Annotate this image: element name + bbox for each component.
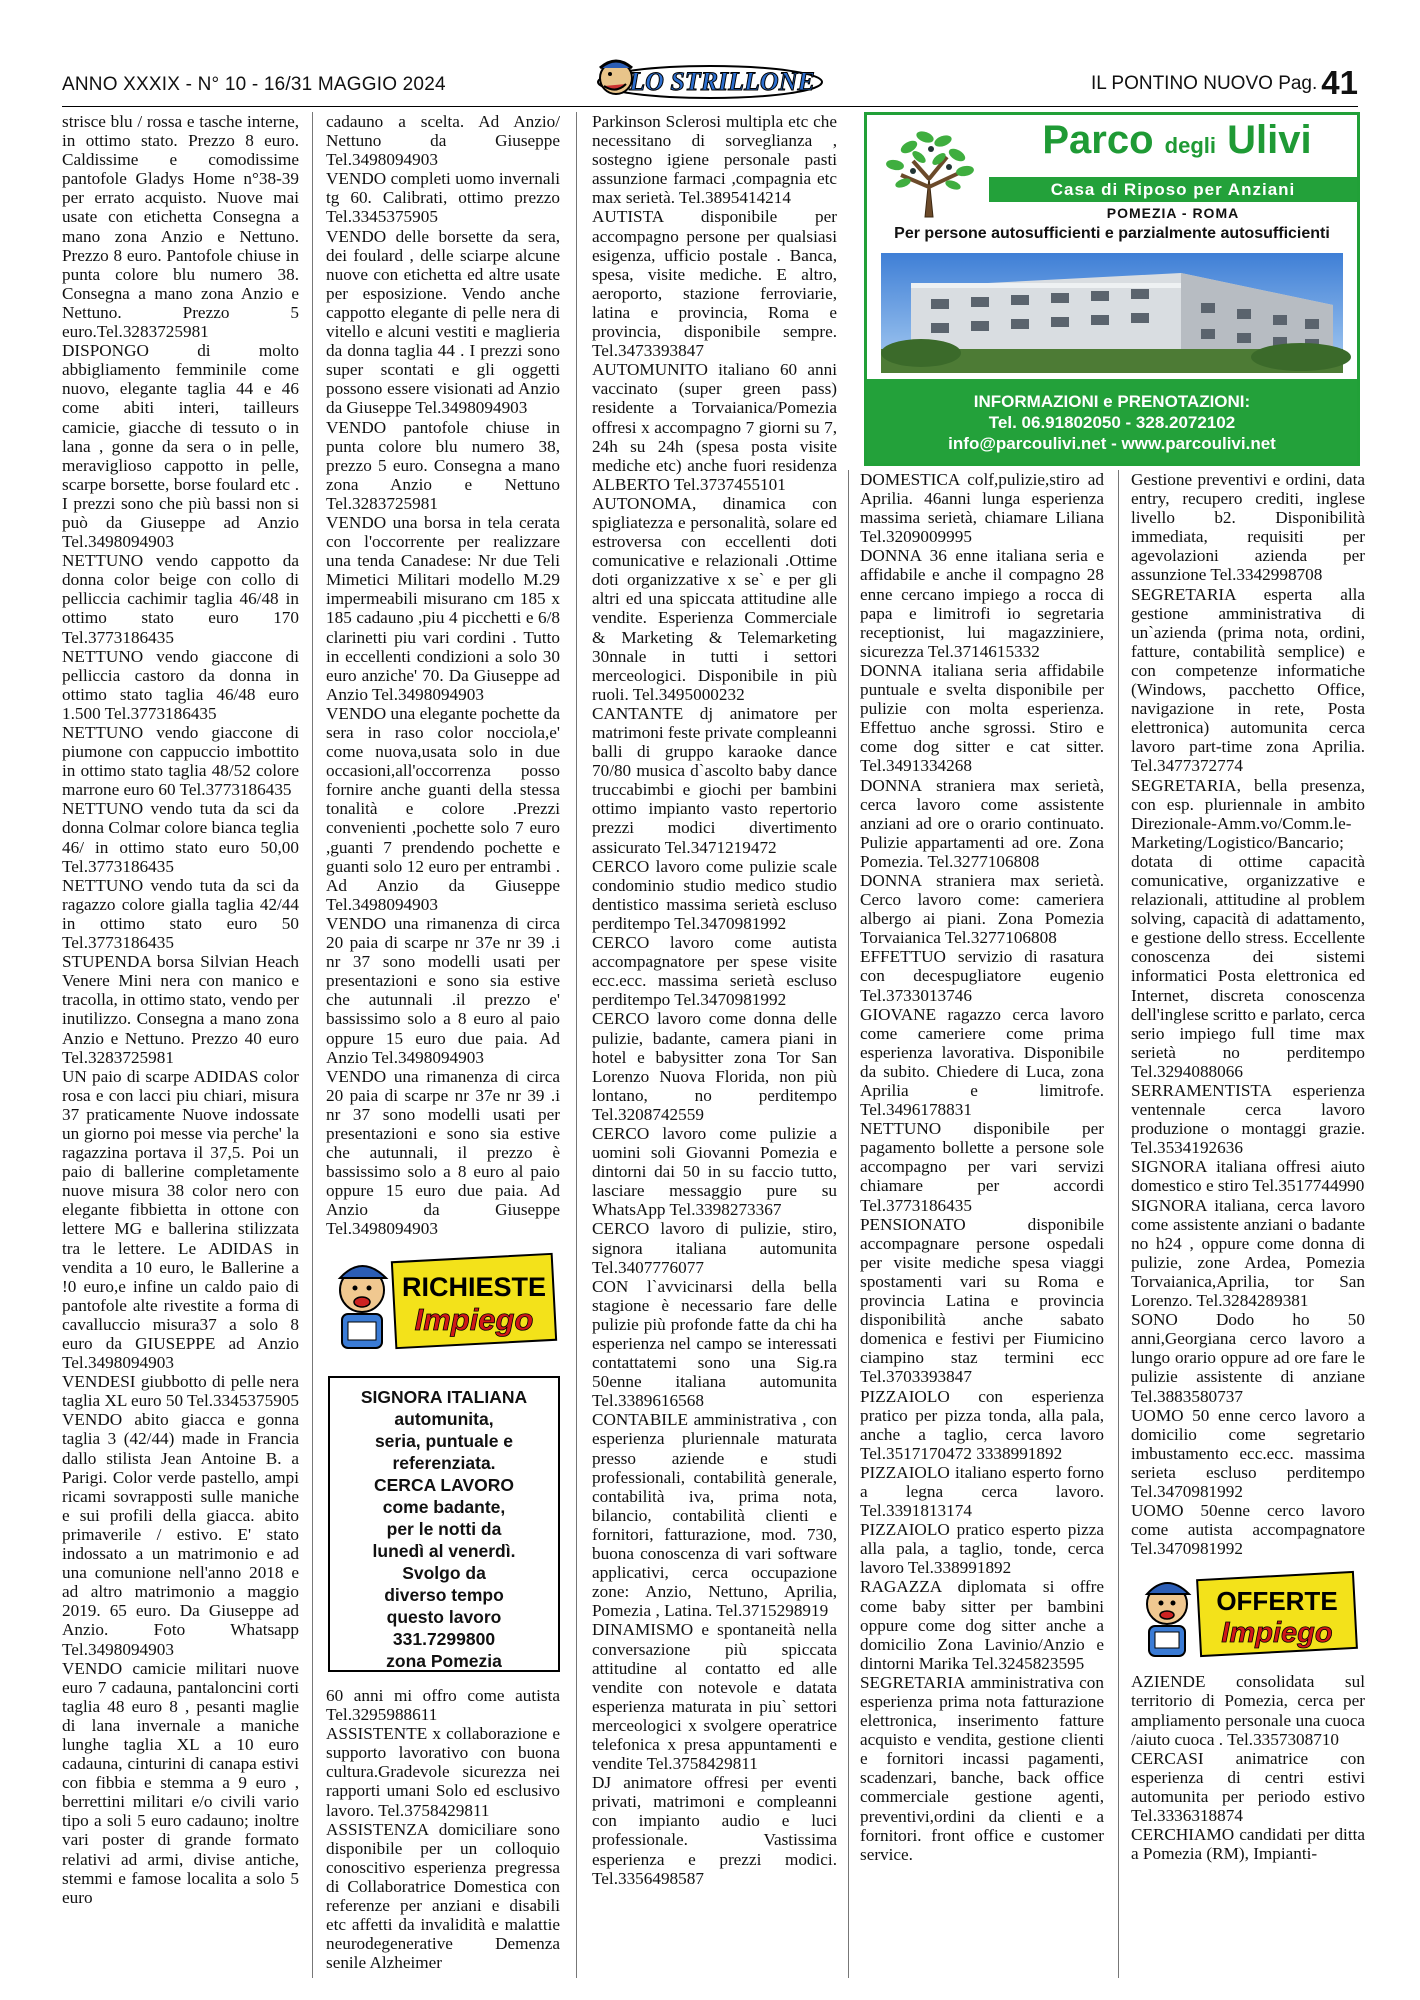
ad-phone: Tel. 06.91802050 - 328.2072102: [988, 413, 1236, 432]
mascot-icon: [1147, 1583, 1189, 1656]
classified-ad: CONTABILE amministrativa , con esperienza pluriennale maturata presso aziende e studi professionali, contabilità generale, contabilità iva, prima nota, bilancio, contabilità clienti e fornitori, fatturazione, mod. 730, buona conoscenza di vari software applicativi, cerca occupazione zone: Anzio, Nettuno, Aprilia, Pomezia , Latina. Tel.3715298919: [592, 1410, 837, 1621]
paper-name: IL PONTINO NUOVO Pag.: [1090, 73, 1318, 94]
classified-ad: ASSISTENTE x collaborazione e supporto lavorativo con buona cultura.Gradevole sicurezza nei rapporti umani Solo ed esclusivo lavoro. Tel.3758429811: [326, 1724, 560, 1820]
boxed-ad-signora: [328, 1376, 560, 1672]
classifieds-column-3: [592, 112, 837, 1978]
classified-ad: SIGNORA italiana offresi aiuto domestico e stiro Tel.3517744990: [1131, 1157, 1365, 1196]
boxed-ad-line: zona Pomezia: [386, 1651, 502, 1671]
classified-ad: EFFETTUO servizio di rasatura con decespugliatore eugenio Tel.3733013746: [860, 947, 1104, 1005]
classified-ad: CERCO lavoro come autista accompagnatore per spese visite ecc.ecc. massima serietà escluso perditempo Tel.3470981992: [592, 933, 837, 1010]
classified-ad: UN paio di scarpe ADIDAS color rosa e con lacci piu chiari, misura 37 praticamente Nuove indossate un giorno poi messe via perche' la ragazzina portava il 37,5. Poi un paio di ballerine completamente nuove misura 38 color nero con elegante fibbietta in ottone con lettere MG e ballerina stilizzata tra le lettere. Le ADIDAS in vendita a 10 euro, le Ballerine a !0 euro,e infine un caldo paio di pantofole alte rivestite a forma di cavalluccio misura37 a solo 8 euro da GIUSEPPE ad Anzio Tel.3498094903: [62, 1066, 299, 1373]
ad-subtitle: Casa di Riposo per Anziani: [989, 177, 1357, 202]
classified-ad: SIGNORA italiana, cerca lavoro come assistente anziani o badante no h24 , oppure come donna di pulizie, zone Ardea, Pomezia Torvaianica,Aprilia, tor San Lorenzo. Tel.3284289381: [1131, 1195, 1365, 1311]
header-rule: [62, 106, 1358, 107]
classified-ad: SEGRETARIA esperta alla gestione amministrativa di un`azienda (prima nota, ordini, fatture, contabilità semplice) e con competenze informatiche (Windows, pacchetto Office, navigazione in rete, Posta elettronica) automunita cerca lavoro part-time zona Aprilia. Tel.3477372774: [1131, 584, 1365, 776]
classified-ad: DJ animatore offresi per eventi privati, matrimoni e compleanni con impianto audio e luci professionale. Vastissima esperienza e prezzi modici. Tel.3356498587: [592, 1773, 837, 1888]
classified-ad: AUTISTA disponibile per accompagno persone per qualsiasi esigenza, ufficio postale . Banca, spesa, visite mediche. E altro, aeroporto, stazione ferroviarie, latina e provincia, Roma e provincia, disponibile sempre. Tel.3473393847: [592, 207, 837, 361]
classifieds-column-4: [860, 470, 1104, 1978]
classified-ad: PIZZAIOLO con esperienza pratico per pizza tonda, alla pala, anche a taglio, cerca lavoro Tel.3517170472 3338991892: [860, 1386, 1104, 1463]
classified-ad: strisce blu / rossa e tasche interne, in ottimo stato. Prezzo 8 euro. Caldissime e comodissime pantofole Gladys Home n°38-39 per errato acquisto. Nuove mai usate con etichetta Consegna a mano zona Anzio e Nettuno. Prezzo 8 euro. Pantofole chiuse in punta colore blu numero 38. Consegna a mano zona Anzio e Nettuno. Prezzo 5 euro.Tel.3283725981: [62, 112, 299, 342]
classified-ad: CANTANTE dj animatore per matrimoni feste private compleanni balli di gruppo karaoke dance 70/80 musica d`ascolto baby dance truccabimbi e giochi per bambini ottimo impianto vasto repertorio prezzi modici divertimento assicurato Tel.3471219472: [592, 703, 837, 857]
impiego-label: Impiego: [1221, 1617, 1333, 1650]
classified-ad: cadauno a scelta. Ad Anzio/ Nettuno da Giuseppe Tel.3498094903: [326, 112, 560, 170]
classified-ad: CERCO lavoro come pulizie scale condominio studio medico studio dentistico massima serietà escluso perditempo Tel.3470981992: [592, 856, 837, 933]
classified-ad: DONNA italiana seria affidabile puntuale e svelta disponibile per pulizie con molta esperienza. Effettuo anche sgrossi. Stiro e come dog sitter e cat sitter. Tel.3491334268: [860, 660, 1104, 776]
classified-ad: CERCO lavoro come donna delle pulizie, badante, camera piani in hotel e babysitter zona Tor San Lorenzo Nuova Florida, non più lontano, no perditempo Tel.3208742559: [592, 1009, 837, 1124]
lo-strillone-logo: [594, 58, 826, 102]
classifieds-column-2-bottom: [326, 1686, 560, 1978]
classified-ad: AUTONOMA, dinamica con spigliatezza e personalità, solare ed estroversa con eccellenti doti comunicative e relazionali .Ottime doti organizzative x se` e per gli altri ed una spiccata attitudine alle vendite. Esperienza Commerciale & Marketing & Telemarketing 30nnale in tutti i settori merceologici. Disponibile in più ruoli. Tel.3495000232: [592, 493, 837, 704]
ad-location: POMEZIA - ROMA: [1106, 205, 1240, 221]
boxed-ad-line: SIGNORA ITALIANA: [360, 1387, 528, 1407]
classified-ad: DONNA straniera max serietà, cerca lavoro come assistente anziani ad ore o orario continuato. Pulizie appartamenti ad ore. Zona Pomezia. Tel.3277106808: [860, 775, 1104, 871]
classifieds-column-2: [326, 112, 560, 1239]
mascot-icon: [340, 1266, 386, 1348]
classified-ad: CON l`avvicinarsi della bella stagione è necessario fare delle pulizie più profonde fatte da chi ha esperienza nel campo se interessati contattatemi sono una Sig.ra 50enne italiana automunita Tel.3389616568: [592, 1276, 837, 1411]
classified-ad: CERCHIAMO candidati per ditta a Pomezia (RM), Impianti-: [1131, 1825, 1365, 1864]
boxed-ad-line: seria, puntuale e: [374, 1431, 514, 1451]
classified-ad: VENDESI giubbotto di pelle nera taglia XL euro 50 Tel.3345375905: [62, 1372, 299, 1411]
page-header: [62, 58, 1358, 104]
impiego-label: Impiego: [414, 1302, 534, 1337]
classified-ad: PIZZAIOLO pratico esperto pizza alla pala, a taglio, tonde, cerca lavoro Tel.338991892: [860, 1520, 1104, 1578]
classified-ad: DINAMISMO e spontaneità nella conversazione più spiccata attitudine al contatto ed alle vendite con notevole e datata esperienza maturata in piu` settori merceologici x svolgere operatrice telefonica x presa appuntamenti e vendite Tel.3758429811: [592, 1620, 837, 1774]
boxed-ad-line: automunita,: [394, 1409, 494, 1429]
ad-tagline: Per persone autosufficienti e parzialmente autosufficienti: [894, 225, 1330, 242]
classified-ad: DISPONGO di molto abbigliamento femminile come nuovo, elegante taglia 44 e 46 come abiti interi, tailleurs camicie, giacche di tessuto o in lana , gonne da sera o in pelle, meraviglioso cappotto in pelle, scarpe borsette, borse foulard etc . I prezzi sono che più bassi non si può da Giuseppe ad Anzio Tel.3498094903: [62, 341, 299, 552]
parco-ulivi-ad: [864, 112, 1360, 466]
classified-ad: UOMO 50enne cerco lavoro come autista accompagnatore Tel.3470981992: [1131, 1501, 1365, 1559]
issue-info: ANNO XXXIX - N° 10 - 16/31 MAGGIO 2024: [62, 74, 446, 95]
boxed-ad-line: questo lavoro: [386, 1607, 502, 1627]
boxed-ad-line: Svolgo da: [402, 1563, 486, 1583]
classified-ad: DOMESTICA colf,pulizie,stiro ad Aprilia. 46anni lunga esperienza massima serietà, chiamare Liliana Tel.3209009995: [860, 470, 1104, 547]
classified-ad: NETTUNO vendo tuta da sci da donna Colmar colore bianca teglia 46/ in ottimo stato euro 50,00 Tel.3773186435: [62, 799, 299, 876]
boxed-ad-line: CERCA LAVORO: [374, 1475, 514, 1495]
ad-info-title: INFORMAZIONI e PRENOTAZIONI:: [973, 392, 1251, 411]
classified-ad: NETTUNO vendo giaccone di piumone con cappuccio imbottito in ottimo stato taglia 48/52 colore marrone euro 60 Tel.3773186435: [62, 723, 299, 800]
classified-ad: 60 anni mi offro come autista Tel.3295988611: [326, 1686, 560, 1725]
classified-ad: CERCO lavoro come pulizie a uomini soli Giovanni Pomezia e dintorni dai 50 in su faccio tutto, lasciare messaggio pure su WhatsApp Tel.3398273367: [592, 1123, 837, 1220]
classified-ad: SEGRETARIA, bella presenza, con esp. pluriennale in ambito Direzionale-Amm.vo/Comm.le-Marketing/Logistico/Bancario; dotata di ottime capacità comunicative, organizzative e relazionali, attitudine al problem solving, capacità di adattamento, e gestione dello stress. Eccellente conoscenza dei sistemi informatici Posta elettronica ed Internet, discreta conoscenza dell'inglese scritto e parlato, cerca serio impiego full time max serietà no perditempo Tel.3294088066: [1131, 775, 1365, 1081]
column-separator: [1118, 470, 1119, 1978]
classified-ad: CERCASI animatrice con esperienza di centri estivi automunita per periodo estivo Tel.3336318874: [1131, 1748, 1365, 1825]
classified-ad: VENDO una elegante pochette da sera in raso color nocciola,e' come nuova,usata solo in due occasioni,all'occorrenza posso fornire anche guanti della stessa tonalità e colore .Prezzi convenienti ,pochette solo 7 euro ,guanti 7 prendendo pochette e guanti solo 12 euro per entrambi . Ad Anzio da Giuseppe Tel.3498094903: [326, 703, 560, 914]
ad-title-part: degli: [1164, 133, 1217, 158]
classifieds-column-5: [1131, 470, 1365, 1978]
ad-web: info@parcoulivi.net - www.parcoulivi.net: [948, 434, 1276, 453]
column-separator: [576, 112, 577, 1978]
svg-text:LO STRILLONE: LO STRILLONE: [629, 67, 815, 96]
richieste-impiego-banner: [328, 1244, 558, 1356]
olive-tree-icon: [873, 117, 985, 221]
classified-ad: AUTOMUNITO italiano 60 anni vaccinato (super green pass) residente a Torvaianica/Pomezia offresi x accompagno 7 giorni su 7, 24h su 24h (spesa posta visite mediche etc) anche fuori residenza ALBERTO Tel.3737455101: [592, 360, 837, 494]
page-number-area: [1091, 64, 1358, 102]
classified-ad: NETTUNO disponibile per pagamento bollette a persone sole accompagno per vari servizi chiamare per accordi Tel.3773186435: [860, 1119, 1104, 1215]
classified-ad: VENDO abito giacca e gonna taglia 3 (42/44) made in Francia dallo stilista Jean Antoine B. a Parigi. Color verde pastello, ampi ricami sovrapposti sulle maniche e sui profili della giacca. abito primaverile / estivo. E' stato indossato a un matrimonio e ad una comunione nell'anno 2018 e ad altro matrimonio a maggio 2019. 65 euro. Da Giuseppe ad Anzio. Foto Whatsapp Tel.3498094903: [62, 1410, 299, 1659]
boxed-ad-phone: 331.7299800: [392, 1629, 496, 1649]
classified-ad: RAGAZZA diplomata si offre come baby sitter per bambini oppure come dog sitter anche a domicilio Zona Lavinio/Anzio e dintorni Marika Tel.3245823595: [860, 1577, 1104, 1673]
classified-ad: AZIENDE consolidata sul territorio di Pomezia, cerca per ampliamento personale una cuoca /aiuto cuoca . Tel.3357308710: [1131, 1672, 1365, 1749]
boxed-ad-line: per le notti da: [386, 1519, 502, 1539]
boxed-ad-line: come badante,: [382, 1497, 506, 1517]
page-number: 41: [1321, 64, 1358, 101]
classified-ad: VENDO pantofole chiuse in punta colore blu numero 38, prezzo 5 euro. Consegna a mano zona Anzio e Nettuno Tel.3283725981: [326, 417, 560, 513]
classified-ad: UOMO 50 enne cerco lavoro a domicilio come segretario imbustamento ecc.ecc. massima serieta escluso perditempo Tel.3470981992: [1131, 1405, 1365, 1501]
boxed-ad-line: lunedì al venerdì.: [372, 1541, 516, 1561]
classified-ad: VENDO completi uomo invernali tg 60. Calibrati, ottimo prezzo Tel.3345375905: [326, 169, 560, 227]
classified-ad: PENSIONATO disponibile accompagnare persone ospedali per visite mediche spesa viaggi spostamenti vari su Roma e provincia Latina e provincia disponibilità anche sabato domenica e festivi per Fiumicino ciampino staz termini ecc Tel.3703393847: [860, 1214, 1104, 1387]
building-photo: [881, 253, 1343, 373]
classified-ad: STUPENDA borsa Silvian Heach Venere Mini nera con manico e tracolla, in ottimo stato, vendo per inutilizzo. Consegna a mano zona Anzio e Nettuno. Prezzo 40 euro Tel.3283725981: [62, 952, 299, 1067]
classified-ad: GIOVANE ragazzo cerca lavoro come cameriere come prima esperienza lavorativa. Disponibile da subito. Chiedere di Luca, zona Aprilia e limitrofe. Tel.3496178831: [860, 1004, 1104, 1120]
classified-ad: VENDO una borsa in tela cerata con l'occorrente per realizzare una tenda Canadese: Nr due Teli Mimetici Militari modello M.29 impermeabili misurano cm 185 x 185 cadauno ,piu 4 picchetti e 6/8 clarinetti piu vari cordini . Tutto in eccellenti condizioni a solo 30 euro anziche' 70. Da Giuseppe ad Anzio Tel.3498094903: [326, 512, 560, 704]
classified-ad: Parkinson Sclerosi multipla etc che necessitano di sorveglianza , sostegno igiene personale pasti assunzione farmaci ,compagnia etc max serietà. Tel.3895414214: [592, 112, 837, 208]
column-separator: [848, 470, 849, 1978]
classified-ad: SONO Dodo ho 50 anni,Georgiana cerco lavoro a lungo orario oppure ad ore fare le pulizie assistente di anziane Tel.3883580737: [1131, 1310, 1365, 1406]
classified-ad: NETTUNO vendo tuta da sci da ragazzo colore gialla taglia 42/44 in ottimo stato euro 50 Tel.3773186435: [62, 875, 299, 953]
column-separator: [312, 112, 313, 1978]
classified-ad: ASSISTENZA domiciliare sono disponibile per un colloquio conoscitivo esperienza pregressa di Collaboratrice Domestica con referenze per anziani e disabili etc affetti da invalidità e malattie neurodegenerative Demenza senile Alzheimer: [326, 1819, 560, 1973]
boxed-ad-line: diverso tempo: [384, 1585, 504, 1605]
classified-ad: DONNA straniera max serietà. Cerco lavoro come: cameriera albergo ai piani. Zona Pomezia Torvaianica Tel.3277106808: [860, 870, 1104, 948]
richieste-label: RICHIESTE: [401, 1272, 547, 1302]
classified-ad: SEGRETARIA amministrativa con esperienza prima nota fatturazione elettronica, inserimento fatture acquisto e vendita, gestione clienti e fornitori incassi pagamenti, scadenzari, banche, back office commerciale gestione agenti, preventivi,ordini da clienti e a fornitori. front office e customer service.: [860, 1672, 1104, 1864]
classified-ad: VENDO una rimanenza di circa 20 paia di scarpe nr 37e nr 39 .i nr 37 sono modelli usati per presentazioni e sono sia estive che autunnali .il prezzo e' bassissimo solo a 8 euro al paio oppure 15 euro due paia. Ad Anzio Tel.3498094903: [326, 913, 560, 1067]
ad-contact-box: [867, 379, 1357, 463]
classified-ad: VENDO una rimanenza di circa 20 paia di scarpe nr 37e nr 39 .i nr 37 sono modelli usati per presentazioni e sono sia estive che autunnali, il prezzo è bassissimo solo a 8 euro al paio oppure 15 euro due paia. Ad Anzio da Giuseppe Tel.3498094903: [326, 1066, 560, 1239]
ad-title-part: Ulivi: [1227, 118, 1312, 162]
classified-ad: Gestione preventivi e ordini, data entry, recupero crediti, inglese livello b2. Disponibilità immediata, requisiti per agevolazioni azienda per assunzione Tel.3342998708: [1131, 470, 1365, 585]
classified-ad: CERCO lavoro di pulizie, stiro, signora italiana automunita Tel.3407776077: [592, 1219, 837, 1277]
offerte-impiego-banner: [1135, 1566, 1365, 1662]
classified-ad: VENDO camicie militari nuove euro 7 cadauna, pantaloncini corti taglia 48 euro 8 , pesanti maglie di lana invernale a maniche lunghe taglia XL a 10 euro cadauna, cinturini di canapa estivi con fibbia e stemma a 9 euro , berrettini militari e/o civili vario tipo a soli 5 euro cadauno; inoltre vari poster di grande formato relativi ad armi, divise antiche, stemmi e famose localita a solo 5 euro: [62, 1658, 299, 1907]
classified-ad: VENDO delle borsette da sera, dei foulard , delle sciarpe alcune nuove con etichetta ed altre usate per esposizione. Vendo anche cappotto elegante di pelle nera di vitello e alcuni vestiti e maglieria da donna taglia 44 . I prezzi sono super scontati e gli oggetti possono essere visionati ad Anzio da Giuseppe Tel.3498094903: [326, 226, 560, 418]
classified-ad: SERRAMENTISTA esperienza ventennale cerca lavoro produzione o montaggi grazie. Tel.3534192636: [1131, 1081, 1365, 1158]
ad-title: [997, 117, 1357, 169]
offerte-label: OFFERTE: [1216, 1586, 1338, 1617]
boxed-ad-line: referenziata.: [392, 1453, 496, 1473]
classified-ad: NETTUNO vendo giaccone di pelliccia castoro da donna in ottimo stato taglia 46/48 euro 1.500 Tel.3773186435: [62, 646, 299, 723]
ad-title-part: Parco: [1042, 118, 1154, 162]
classified-ad: PIZZAIOLO italiano esperto forno a legna cerca lavoro. Tel.3391813174: [860, 1462, 1104, 1521]
classifieds-column-1: [62, 112, 299, 1978]
classified-ad: NETTUNO vendo cappotto da donna color beige con collo di pelliccia cachimir taglia 46/48 in ottimo stato euro 170 Tel.3773186435: [62, 551, 299, 647]
classified-ad: DONNA 36 enne italiana seria e affidabile e anche il compagno 28 enne cercano impiego a rocca di papa e limitrofi io segretaria receptionist, lui magazziniere, sicurezza Tel.3714615332: [860, 546, 1104, 661]
